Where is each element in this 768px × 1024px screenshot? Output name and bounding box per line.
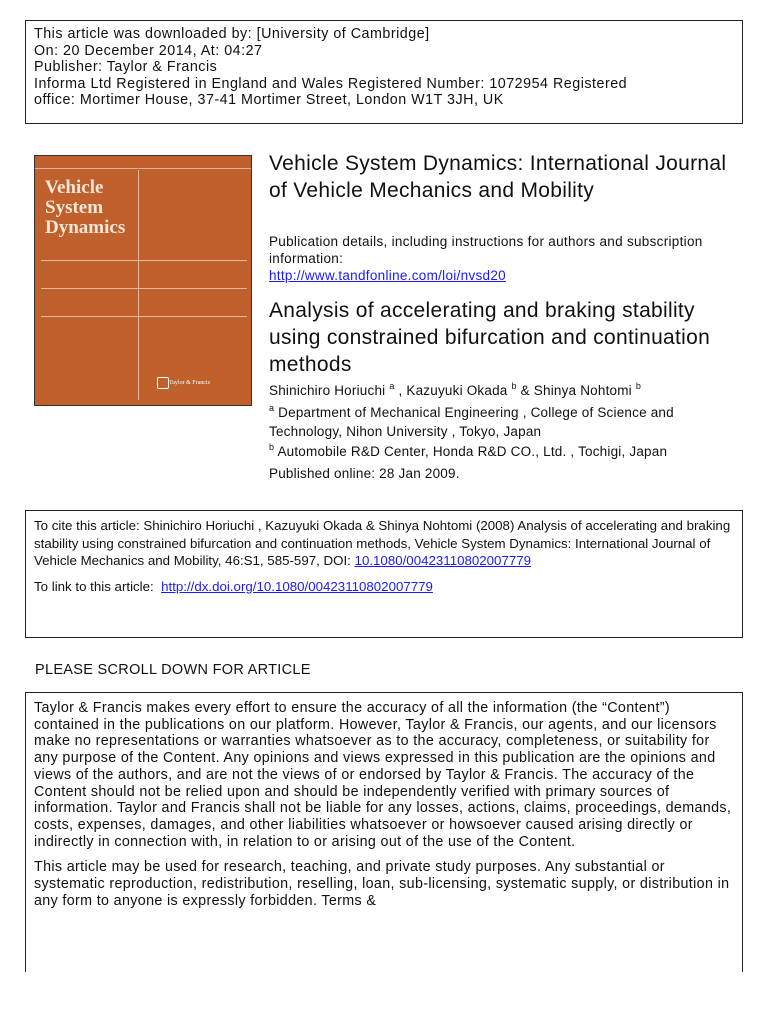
journal-url-link[interactable]: http://www.tandfonline.com/loi/nvsd20	[269, 268, 506, 283]
download-line: On: 20 December 2014, At: 04:27	[34, 42, 263, 59]
journal-cover-image	[34, 155, 252, 406]
download-line: Publisher: Taylor & Francis	[34, 59, 218, 76]
citation-text-block	[34, 517, 734, 570]
download-line: Informa Ltd Registered in England and Wales Registered Number: 1072954 Registered	[34, 75, 628, 92]
affiliation-marker: b	[269, 442, 275, 452]
affiliation-marker: a	[269, 403, 275, 413]
author-affiliation-marker: b	[635, 381, 642, 391]
affiliation-a	[269, 404, 749, 441]
download-line: This article was downloaded by: [University of Cambridge]	[34, 26, 430, 42]
download-info-box	[25, 20, 743, 124]
cover-logo-word: Dynamics	[45, 217, 126, 238]
disclaimer-paragraph: Taylor & Francis makes every effort to ensure the accuracy of all the information (the “Content”) contained in the publications on our platform. However, Taylor & Francis, our agents, and our licensors make no representations or warranties whatsoever as to the accuracy, completeness, or suitability for any purpose of the Content. Any opinions and views expressed in this publication are the opinions and views of the authors, and are not the views of or endorsed by Taylor & Francis. The accuracy of the Content should not be relied upon and should be independently verified with primary sources of information. Taylor and Francis shall not be liable for any losses, actions, claims, proceedings, demands, costs, expenses, damages, and other liabilities whatsoever or howsoever caused arising directly or indirectly in connection with, in relation to or arising out of the use of the Content.	[34, 700, 732, 850]
article-url-link[interactable]: http://dx.doi.org/10.1080/00423110802007779	[161, 578, 433, 594]
publication-details: Publication details, including instructions for authors and subscription information:	[269, 234, 703, 266]
link-label: To link to this article:	[34, 578, 154, 594]
affiliation-text: Automobile R&D Center, Honda R&D CO., Ltd. , Tochigi, Japan	[277, 444, 668, 459]
citation-text: To cite this article: Shinichiro Horiuchi , Kazuyuki Okada & Shinya Nohtomi (2008) Analysis of accelerating and braking stability using constrained bifurcation and continuation methods, Vehicle System Dynamics: International Journal of Vehicle Mechanics and Mobility, 46:S1, 585-597, DOI:	[34, 518, 731, 568]
author-name: , Kazuyuki Okada	[398, 383, 508, 398]
cover-logo-word: System	[45, 197, 104, 218]
author-affiliation-marker: b	[511, 381, 517, 391]
publisher-logo-icon	[157, 377, 169, 389]
cover-top-strip	[35, 156, 251, 169]
disclaimer-paragraph: This article may be used for research, teaching, and private study purposes. Any substantial or systematic reproduction, redistribution, reselling, loan, sub-licensing, systematic supply, or distribution in any form to anyone is expressly forbidden. Terms &	[34, 859, 730, 909]
author-name: Shinichiro Horiuchi	[269, 383, 386, 398]
download-line: office: Mortimer House, 37-41 Mortimer Street, London W1T 3JH, UK	[34, 92, 504, 109]
affiliation-b	[269, 444, 667, 459]
cover-rule	[41, 316, 247, 317]
scroll-down-notice: PLEASE SCROLL DOWN FOR ARTICLE	[35, 662, 311, 678]
author-list	[269, 383, 641, 398]
affiliation-text: Department of Mechanical Engineering , College of Science and Technology, Nihon University , Tokyo, Japan	[269, 405, 674, 439]
article-title: Analysis of accelerating and braking stability using constrained bifurcation and continuation methods	[269, 299, 711, 376]
citation-box	[25, 510, 743, 638]
author-affiliation-marker: a	[389, 381, 395, 391]
published-online-date: Published online: 28 Jan 2009.	[269, 466, 460, 481]
journal-title: Vehicle System Dynamics: International Journal of Vehicle Mechanics and Mobility	[269, 152, 727, 202]
cover-divider	[138, 170, 139, 400]
cover-publisher-mark: Taylor & Francis	[169, 380, 210, 386]
cover-rule	[41, 260, 247, 261]
doi-link[interactable]: 10.1080/00423110802007779	[354, 553, 532, 568]
disclaimer-box	[25, 692, 743, 972]
author-name: & Shinya Nohtomi	[520, 383, 632, 398]
article-link-line	[34, 578, 734, 596]
cover-rule	[41, 288, 247, 289]
cover-logo-word: Vehicle	[45, 177, 104, 198]
